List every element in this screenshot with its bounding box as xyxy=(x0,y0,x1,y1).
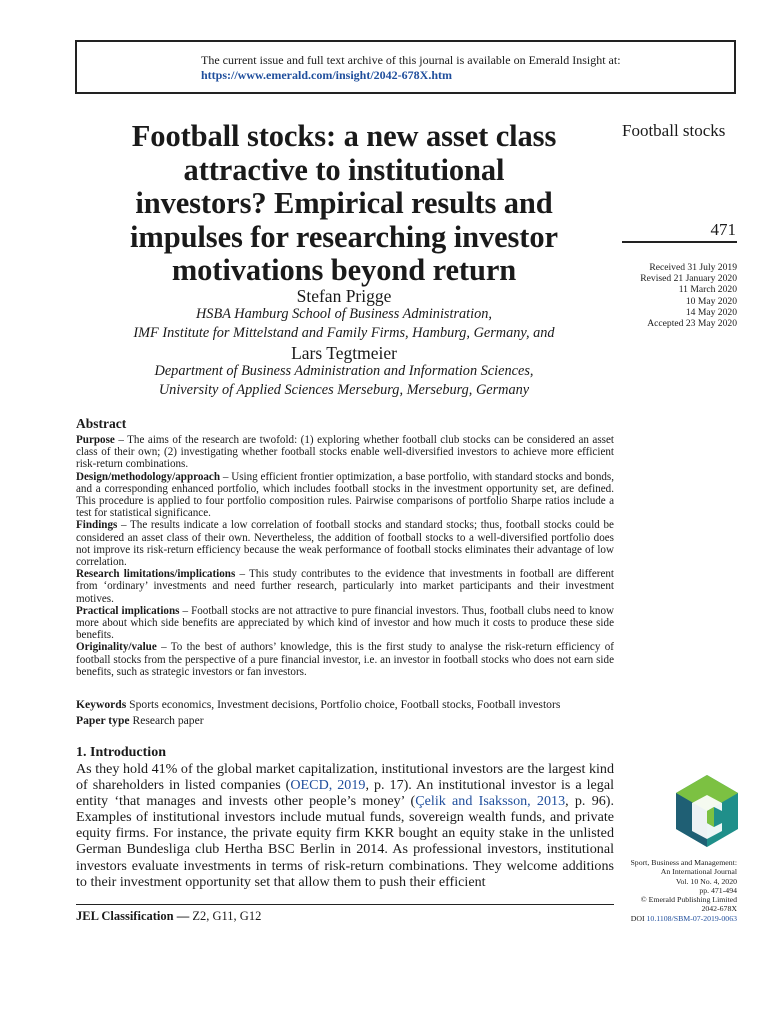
doi-link[interactable]: 10.1108/SBM-07-2019-0063 xyxy=(646,913,737,923)
abstract-label: Originality/value xyxy=(76,641,157,654)
abstract-label: Purpose xyxy=(76,434,115,446)
intro-text: , p. 96). Examples of institutional investors include mutual funds, sovereign wealth funds, and private equity firms. For instance, the private equity firm KKR bought an equity stake in the unlisted German Bundesliga club Hertha BSC Berlin in 2014. As professional investors, institutional investors evaluate investments in terms of risk-return combinations. They welcome additions to their investment opportunity set that allow them to push their efficient xyxy=(76,793,615,890)
journal-logo-icon xyxy=(674,773,740,849)
abstract-dash: – xyxy=(235,568,250,581)
margin-divider xyxy=(622,241,737,243)
title-line: attractive to institutional xyxy=(183,152,505,187)
paper-type-text: Research paper xyxy=(132,714,204,727)
footnote-divider xyxy=(76,904,614,905)
citation-link[interactable]: OECD, 2019 xyxy=(290,777,366,794)
history-revised: 10 May 2020 xyxy=(685,295,737,307)
abstract-text: Football stocks are not attractive to pure financial investors. Thus, football clubs need to know more about which side benefits are appreciated by which kind of investor and how much it costs to produce these side benefits. xyxy=(76,604,615,642)
abstract-label: Practical implications xyxy=(76,604,180,617)
intro-text: As they hold 41% of the global market capitalization, institutional investors are the largest kind of shareholders in listed companies ( xyxy=(76,761,614,794)
abstract-text: Using efficient frontier optimization, a base portfolio, with standard stocks and bonds, and a corresponding enhanced portfolio, which includes football stocks in the investment opportunity set, are defined. This procedure is applied to four portfolio composition rules. Pairwise comparisons of portfolio Sharpe ratios include a test for statistical significance. xyxy=(76,470,615,520)
intro-text: , p. 17). An institutional investor is a legal entity ‘that manages and invests other people’s money’ ( xyxy=(76,777,615,810)
doi-label: DOI xyxy=(630,913,647,923)
keywords-label: Keywords xyxy=(76,698,127,711)
citation-link[interactable]: Çelik and Isaksson, 2013 xyxy=(415,793,566,810)
abstract-heading: Abstract xyxy=(76,416,127,431)
abstract-text: This study contributes to the evidence that investments in football are different from ‘ordinary’ investments and need further research, particularly into market participants and their investment motives. xyxy=(76,568,614,605)
keywords xyxy=(76,698,614,711)
journal-issn: 2042-678X xyxy=(701,904,737,914)
article-history xyxy=(640,262,737,329)
abstract-purpose xyxy=(76,434,614,471)
title-line: impulses for researching investor xyxy=(130,219,558,254)
abstract-label: Design/methodology/approach xyxy=(76,470,221,483)
abstract-text: The results indicate a low correlation of football stocks and standard stocks; thus, football stocks could be considered an asset class of their own. Nevertheless, the addition of football stocks to a well-diversified portfolio does not improve its risk-return efficiency because the weak performance of football stocks eliminates their advantage of low correlation. xyxy=(76,519,614,569)
abstract-body xyxy=(76,434,614,678)
abstract-label: Findings xyxy=(76,519,118,532)
history-revised: 11 March 2020 xyxy=(678,284,737,296)
archive-notice-text xyxy=(201,53,621,83)
abstract-dash: – xyxy=(114,434,128,446)
section-heading: 1. Introduction xyxy=(76,745,166,760)
abstract-dash: – xyxy=(220,470,232,483)
abstract-text: The aims of the research are twofold: (1) exploring whether football club stocks can be considered an asset class of their own; (2) investigating whether football stocks enable well-diversified investors to achieve more efficient risk-return combinations. xyxy=(76,434,614,471)
jel-classification xyxy=(76,909,261,924)
journal-publisher: © Emerald Publishing Limited xyxy=(640,895,737,905)
journal-pages: pp. 471-494 xyxy=(699,885,737,895)
journal-name: Sport, Business and Management: xyxy=(630,858,737,867)
author-name: Lars Tegtmeier xyxy=(291,343,397,363)
author-affiliation xyxy=(76,305,612,342)
history-accepted: Accepted 23 May 2020 xyxy=(647,318,737,330)
abstract-dash: – xyxy=(156,641,171,654)
journal-volume: Vol. 10 No. 4, 2020 xyxy=(675,876,737,886)
affiliation-line: Department of Business Administration and Information Sciences, xyxy=(154,363,534,379)
abstract-text: To the best of authors’ knowledge, this is the first study to analyse the risk-return efficiency of football stocks from the perspective of a pure financial investor, i.e. an investor in football stocks who does not earn side benefits, such as strategic investors or fan investors. xyxy=(76,641,614,678)
author-name: Stefan Prigge xyxy=(296,286,392,306)
page-number: 471 xyxy=(710,220,736,239)
paper-type-label: Paper type xyxy=(76,714,130,727)
history-received: Received 31 July 2019 xyxy=(649,262,737,273)
affiliation-line: IMF Institute for Mittelstand and Family Firms, Hamburg, Germany, and xyxy=(133,324,555,341)
abstract-label: Research limitations/implications xyxy=(76,568,236,581)
intro-paragraph xyxy=(76,761,614,890)
jel-codes: Z2, G11, G12 xyxy=(189,909,262,923)
title-line: investors? Empirical results and xyxy=(135,186,553,220)
affiliation-line: University of Applied Sciences Merseburg, Merseburg, Germany xyxy=(158,381,530,398)
affiliation-line: HSBA Hamburg School of Business Administration, xyxy=(195,306,492,322)
journal-subtitle: An International Journal xyxy=(660,867,737,877)
abstract-dash: – xyxy=(179,604,192,617)
history-revised: 14 May 2020 xyxy=(685,306,737,318)
title-line: Football stocks: a new asset class xyxy=(131,119,557,153)
journal-info xyxy=(630,858,737,923)
abstract-limitations xyxy=(76,568,614,605)
author-affiliation xyxy=(76,362,612,399)
article-title xyxy=(76,120,612,288)
paper-type xyxy=(76,714,614,727)
archive-notice-line: The current issue and full text archive of this journal is available on Emerald Insight at: xyxy=(201,53,621,67)
abstract-findings xyxy=(76,519,614,568)
abstract-design xyxy=(76,471,614,520)
archive-link[interactable]: https://www.emerald.com/insight/2042-678X.htm xyxy=(201,68,452,82)
keywords-text: Sports economics, Investment decisions, Portfolio choice, Football stocks, Football investors xyxy=(129,698,561,711)
running-head: Football stocks xyxy=(622,121,726,140)
history-revised: Revised 21 January 2020 xyxy=(640,273,737,285)
archive-notice-box xyxy=(75,40,736,94)
abstract-practical xyxy=(76,605,614,642)
jel-label: JEL Classification — xyxy=(76,909,190,923)
title-line: motivations beyond return xyxy=(171,253,517,287)
abstract-dash: – xyxy=(117,519,130,532)
journal-doi xyxy=(630,914,737,923)
abstract-originality xyxy=(76,641,614,678)
